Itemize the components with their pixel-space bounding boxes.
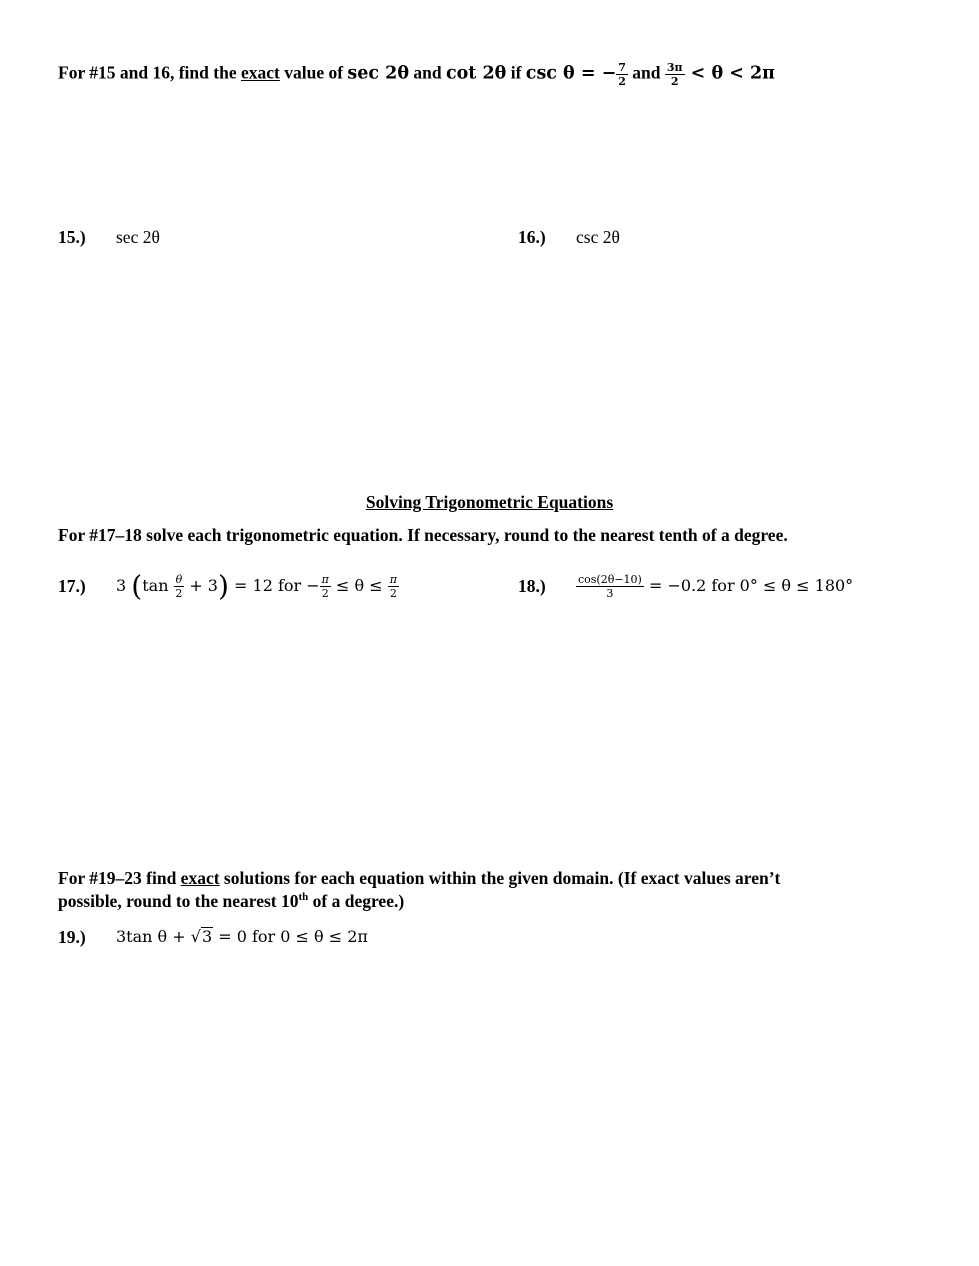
frac-den: 2 (670, 75, 679, 88)
question-number-17: 17.) (58, 576, 86, 596)
instruction-15-16 (58, 62, 775, 87)
emphasis-exact: exact (180, 868, 220, 888)
frac-den: 2 (321, 587, 329, 600)
frac-num: θ (175, 573, 183, 586)
instruction-text: solutions for each equation within the given domain. (If exact values aren’t (219, 868, 781, 888)
frac-num: π (321, 573, 329, 586)
math-cot2theta: cot 2θ (445, 63, 507, 84)
instruction-text: For #15 and 16, find the (58, 62, 241, 83)
superscript-th: th (298, 891, 309, 904)
instruction-text: possible, round to the nearest 10 (58, 891, 299, 911)
coef: 3 (116, 576, 127, 595)
math-equals: = − (574, 63, 617, 84)
instruction-text: and (409, 62, 446, 83)
question-15-expression (116, 227, 160, 248)
expr-text: csc 2θ (576, 227, 620, 247)
question-number-19: 19.) (58, 927, 86, 947)
frac-den: 2 (175, 587, 183, 600)
math-csc: csc θ (525, 63, 575, 84)
frac-den: 2 (389, 587, 397, 600)
frac-num: cos(2θ−10) (578, 573, 642, 586)
frac-num: π (389, 573, 397, 586)
math-sec2theta: sec 2θ (347, 63, 410, 84)
tan-func: tan (142, 576, 169, 595)
question-16-expression (576, 227, 620, 248)
instruction-text: value of (279, 62, 348, 83)
instruction-19-23-line1 (58, 868, 780, 889)
inequality: ≤ θ ≤ (335, 576, 383, 595)
frac-den: 3 (606, 587, 614, 600)
emphasis-exact: exact (240, 62, 280, 83)
rhs-text: = −0.2 for 0° ≤ θ ≤ 180° (648, 576, 854, 595)
frac-num: 3π (666, 61, 683, 74)
question-17-equation (116, 564, 399, 608)
frac-den: 2 (618, 75, 626, 88)
left-paren: ( (131, 569, 143, 603)
fraction-cos (576, 574, 644, 599)
fraction-3pi-2 (665, 62, 685, 87)
question-18-equation (576, 564, 853, 608)
instruction-17-18: For #17–18 solve each trigonometric equation. If necessary, round to the nearest tenth of a degree. (58, 525, 788, 545)
fraction-pi-2 (320, 574, 331, 599)
instruction-text: and (627, 62, 665, 83)
radicand: 3 (201, 927, 213, 946)
eq-part: 3tan θ + (116, 927, 191, 946)
plus-three: + 3 (189, 576, 218, 595)
expr-text: sec 2θ (116, 227, 160, 247)
instruction-19-23-line2 (58, 891, 404, 912)
sqrt-symbol: √ (190, 927, 201, 946)
question-number-15: 15.) (58, 227, 86, 247)
question-number-18: 18.) (518, 576, 546, 596)
right-paren: ) (217, 569, 229, 603)
question-number-16: 16.) (518, 227, 546, 247)
equals-text: = 12 for − (234, 576, 320, 595)
eq-part: = 0 for 0 ≤ θ ≤ 2π (213, 927, 368, 946)
section-title: Solving Trigonometric Equations (365, 492, 614, 512)
math-range: < θ < 2π (684, 63, 775, 84)
fraction-theta-2 (174, 574, 185, 599)
instruction-text: if (506, 62, 526, 83)
frac-num: 7 (618, 61, 626, 74)
instruction-text: For #19–23 find (58, 868, 181, 888)
fraction-pi-2-b (388, 574, 399, 599)
fraction-7-2 (616, 62, 628, 87)
question-19-equation (116, 927, 368, 946)
instruction-text: of a degree.) (308, 891, 405, 911)
